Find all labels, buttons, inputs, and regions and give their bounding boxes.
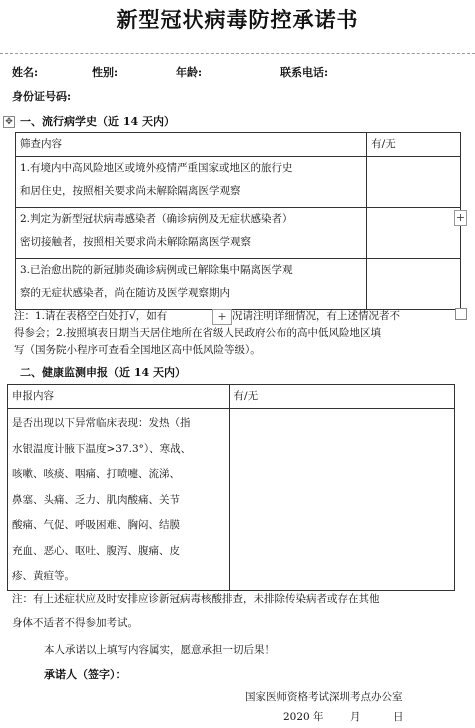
row-2-line-1: 2.判定为新型冠状病毒感染者（确诊病例及无症状感染者） xyxy=(20,213,293,225)
symptom-answer-cell[interactable] xyxy=(229,409,454,591)
name-label: 姓名: xyxy=(12,66,39,79)
header-screening-content: 筛查内容 xyxy=(16,133,367,157)
table-row xyxy=(16,157,461,208)
row-3-line-1: 3.已治愈出院的新冠肺炎确诊病例或已解除集中隔离医学观 xyxy=(20,264,293,276)
page-divider xyxy=(0,53,475,54)
row-2-answer-cell[interactable] xyxy=(367,208,461,259)
symptom-line-5: 酸痛、气促、呼吸困难、胸闷、结膜 xyxy=(12,519,180,531)
table-row xyxy=(8,409,455,591)
page-title: 新型冠状病毒防控承诺书 xyxy=(116,7,359,32)
table-resize-handle[interactable] xyxy=(455,308,467,320)
date-month: 月 xyxy=(350,711,361,723)
footer-note-line-1: 注：有上述症状应及时安排应诊新冠病毒核酸排查，未排除传染病者或存在其他 xyxy=(12,593,380,605)
row-3-line-2: 察的无症状感染者，尚在随访及医学观察期内 xyxy=(20,287,230,299)
symptom-line-3: 咳嗽、咳痰、咽痛、打喷嚏、流涕、 xyxy=(12,468,180,480)
table-row xyxy=(16,259,461,310)
table-row xyxy=(16,208,461,259)
section1-heading: 一、流行病学史（近 14 天内） xyxy=(20,115,175,128)
phone-label: 联系电话: xyxy=(280,66,329,79)
section1-note-line-2: 得参会；2.按照填表日期当天居住地所在省级人民政府公布的高中低风险地区填 xyxy=(14,327,382,339)
epidemiology-table xyxy=(15,132,461,310)
gender-label: 性别: xyxy=(92,66,119,79)
symptom-line-7: 疹、黄疸等。 xyxy=(12,570,75,582)
symptom-line-1: 是否出现以下异常临床表现：发热（指 xyxy=(12,417,191,429)
symptom-line-6: 充血、恶心、呕吐、腹泻、腹痛、皮 xyxy=(12,544,180,557)
footer-note-line-2: 身体不适者不得参加考试。 xyxy=(12,617,138,629)
table-move-handle[interactable]: ✥ xyxy=(3,116,15,128)
row-2-line-2: 密切接触者，按照相关要求尚未解除隔离医学观察 xyxy=(20,236,251,248)
header-yes-no: 有/无 xyxy=(367,133,461,157)
header-report-content: 申报内容 xyxy=(8,385,230,409)
date-year: 2020 年 xyxy=(283,711,324,723)
symptom-line-2: 水银温度计腋下温度>37.3°）、寒战、 xyxy=(12,442,192,455)
age-label: 年龄: xyxy=(176,66,203,79)
promise-statement: 本人承诺以上填写内容属实，愿意承担一切后果！ xyxy=(44,644,275,656)
table-header-row xyxy=(16,133,461,157)
header-yes-no: 有/无 xyxy=(229,385,454,409)
health-table xyxy=(7,384,455,591)
id-number-label: 身份证号码: xyxy=(12,90,72,103)
section2-heading: 二、健康监测申报（近 14 天内） xyxy=(20,366,186,379)
row-1-answer-cell[interactable] xyxy=(367,157,461,208)
date-day: 日 xyxy=(393,711,404,723)
symptom-line-4: 鼻塞、头痛、乏力、肌肉酸痛、关节 xyxy=(12,493,180,506)
row-1-line-2: 和居住史，按照相关要求尚未解除隔离医学观察 xyxy=(20,185,241,197)
section1-note-line-1a: 注：1.请在表格空白处打√，如有 xyxy=(14,310,168,322)
section1-note-line-3: 写（国务院小程序可查看全国地区高中低风险等级）。 xyxy=(14,344,261,356)
row-1-line-1: 1.有境内中高风险地区或境外疫情严重国家或地区的旅行史 xyxy=(20,162,293,174)
add-column-button[interactable]: + xyxy=(455,211,466,224)
issuing-office: 国家医师资格考试深圳考点办公室 xyxy=(245,691,403,703)
add-row-button[interactable]: + xyxy=(212,309,232,325)
signer-label: 承诺人（签字）： xyxy=(44,668,127,681)
table-header-row xyxy=(8,385,455,409)
row-3-answer-cell[interactable] xyxy=(367,259,461,310)
section1-note-line-1b: 况请注明详细情况，有上述情况者不 xyxy=(232,310,400,322)
